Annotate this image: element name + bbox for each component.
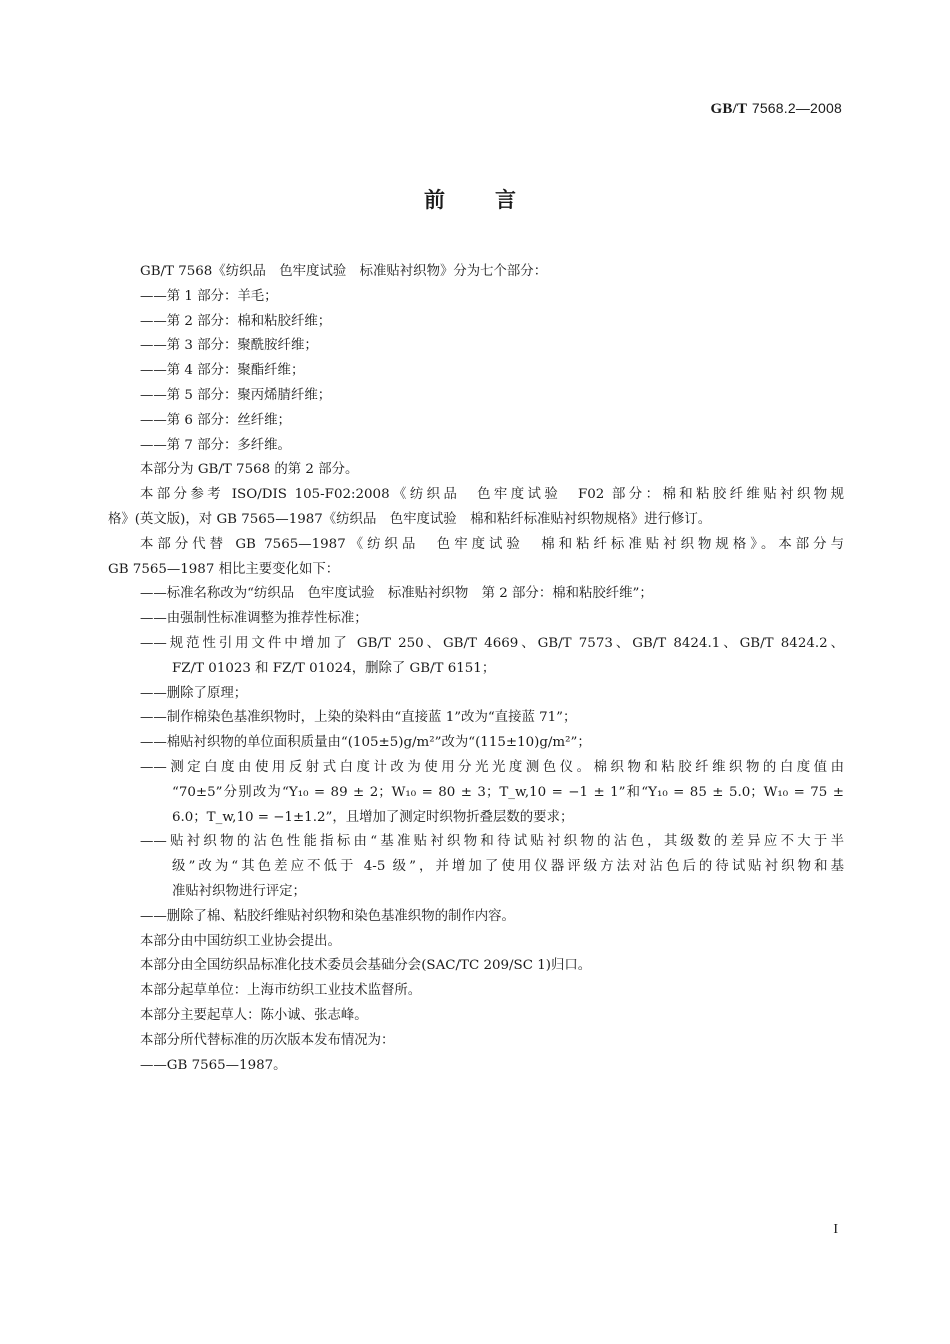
list-item: ——第 1 部分：羊毛；	[140, 288, 278, 304]
standard-prefix: GB/T	[710, 101, 748, 117]
paragraph: 本部分参考 ISO/DIS 105-F02:2008《纺织品 色牢度试验 F02 部分：棉和粘胶纤维贴衬织物规	[140, 487, 844, 503]
paragraph-continuation: 格》(英文版)，对 GB 7565—1987《纺织品 色牢度试验 棉和粘纤标准贴衬织物规格》进行修订。	[108, 511, 712, 527]
paragraph: 本部分主要起草人：陈小诚、张志峰。	[140, 1007, 368, 1023]
list-item-continuation: 级”改为“其色差应不低于 4-5 级”，并增加了使用仪器评级方法对沾色后的待试贴衬织物和基	[172, 859, 844, 875]
list-item: ——第 3 部分：聚酰胺纤维；	[140, 338, 318, 354]
list-item: ——第 4 部分：聚酯纤维；	[140, 363, 305, 379]
paragraph: 本部分为 GB/T 7568 的第 2 部分。	[140, 462, 359, 478]
paragraph: 本部分由中国纺织工业协会提出。	[140, 933, 341, 949]
list-item-continuation: “70±5”分别改为“Y₁₀ = 89 ± 2；W₁₀ = 80 ± 3；T_w,10 = −1 ± 1”和“Y₁₀ = 85 ± 5.0；W₁₀ = 75 ±	[172, 784, 844, 800]
paragraph: 本部分起草单位：上海市纺织工业技术监督所。	[140, 983, 422, 999]
paragraph-continuation: GB 7565—1987 相比主要变化如下：	[108, 561, 340, 577]
list-item: ——测定白度由使用反射式白度计改为使用分光光度测色仪。棉织物和粘胶纤维织物的白度值由	[140, 759, 844, 775]
list-item: ——第 6 部分：丝纤维；	[140, 412, 291, 428]
page-number: I	[833, 1222, 838, 1237]
list-item-continuation: 6.0；T_w,10 = −1±1.2”，且增加了测定时织物折叠层数的要求；	[172, 809, 574, 825]
list-item: ——第 7 部分：多纤维。	[140, 437, 291, 453]
list-item: ——第 2 部分：棉和粘胶纤维；	[140, 313, 332, 329]
page-title: 前言	[424, 188, 566, 212]
list-item: ——棉贴衬织物的单位面积质量由“(105±5)g/m²”改为“(115±10)g/m²”；	[140, 735, 591, 751]
list-item: ——标准名称改为“纺织品 色牢度试验 标准贴衬织物 第 2 部分：棉和粘胶纤维”；	[140, 586, 653, 602]
list-item-continuation: FZ/T 01023 和 FZ/T 01024，删除了 GB/T 6151；	[172, 660, 496, 676]
list-item: ——删除了棉、粘胶纤维贴衬织物和染色基准织物的制作内容。	[140, 908, 515, 924]
paragraph: 本部分代替 GB 7565—1987《纺织品 色牢度试验 棉和粘纤标准贴衬织物规格》。本部分与	[140, 536, 844, 552]
paragraph: 本部分由全国纺织品标准化技术委员会基础分会(SAC/TC 209/SC 1)归口。	[140, 958, 592, 974]
document-body	[108, 260, 844, 1078]
standard-number: 7568.2—2008	[751, 100, 842, 116]
list-item: ——GB 7565—1987。	[140, 1057, 287, 1073]
list-item: ——规范性引用文件中增加了 GB/T 250、GB/T 4669、GB/T 7573、GB/T 8424.1、GB/T 8424.2、	[140, 635, 844, 651]
list-item: ——由强制性标准调整为推荐性标准；	[140, 611, 368, 627]
paragraph: 本部分所代替标准的历次版本发布情况为：	[140, 1032, 395, 1048]
list-item: ——贴衬织物的沾色性能指标由“基准贴衬织物和待试贴衬织物的沾色，其级数的差异应不大于半	[140, 834, 844, 850]
list-item-continuation: 准贴衬织物进行评定；	[172, 883, 306, 899]
paragraph: GB/T 7568《纺织品 色牢度试验 标准贴衬织物》分为七个部分：	[140, 264, 548, 279]
list-item: ——制作棉染色基准织物时，上染的染料由“直接蓝 1”改为“直接蓝 71”；	[140, 710, 577, 726]
standard-code-header	[711, 100, 842, 118]
list-item: ——删除了原理；	[140, 685, 248, 701]
list-item: ——第 5 部分：聚丙烯腈纤维；	[140, 387, 332, 403]
